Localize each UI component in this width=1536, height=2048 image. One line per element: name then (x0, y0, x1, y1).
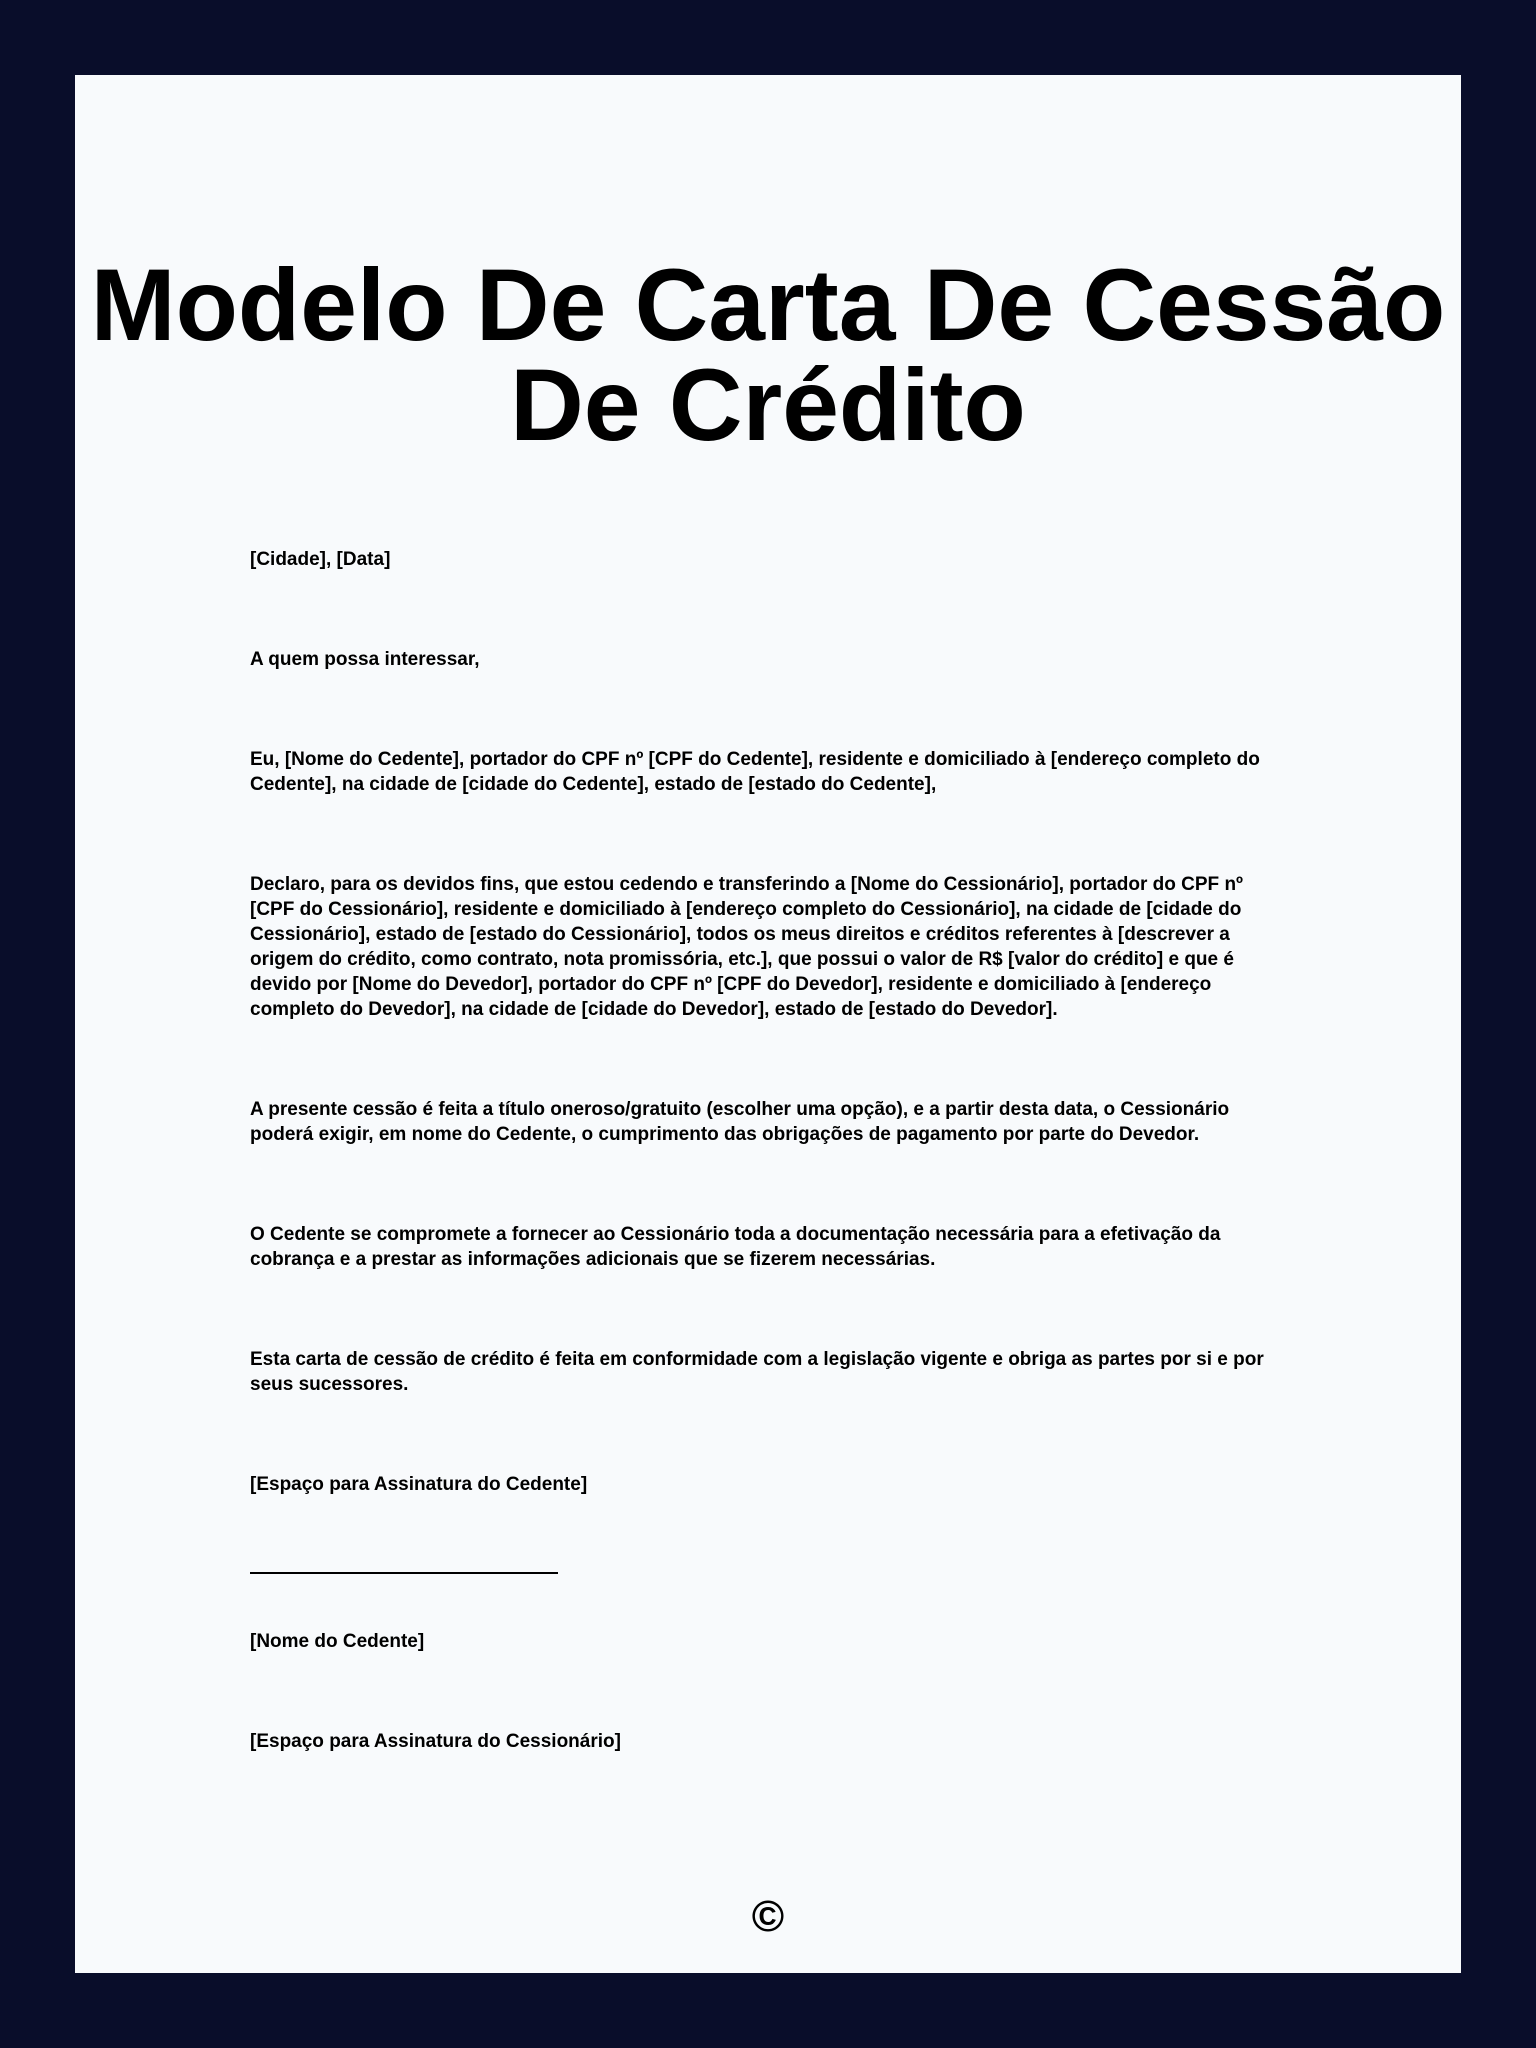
paragraph-declaration: Declaro, para os devidos fins, que estou cedendo e transferindo a [Nome do Cessionário], portador do CPF nº [CPF do Cessionário], residente e domiciliado à [endereço completo do Cessionário], na cidade de [cidade do Cessionário], estado de [estado do Cessionário], todos os meus direitos e créditos referentes à [descrever a origem do crédito, como contrato, nota promissória, etc.], que possui o valor de R$ [valor do crédito] e que é devido por [Nome do Devedor], portador do CPF nº [CPF do Devedor], residente e domiciliado à [endereço completo do Devedor], na cidade de [cidade do Devedor], estado de [estado do Devedor]. (250, 874, 1243, 1020)
salutation: A quem possa interessar, (250, 649, 480, 670)
paragraph-cedente-identification: Eu, [Nome do Cedente], portador do CPF nº [CPF do Cedente], residente e domiciliado à [endereço completo do Cedente], na cidade de [cidade do Cedente], estado de [estado do Cedente], (250, 749, 1260, 795)
document-page (75, 75, 1461, 1973)
paragraph-terms: A presente cessão é feita a título oneroso/gratuito (escolher uma opção), e a partir desta data, o Cessionário poderá exigir, em nome do Cedente, o cumprimento das obrigações de pagamento por parte do Devedor. (250, 1099, 1230, 1145)
cedente-name: [Nome do Cedente] (250, 1631, 425, 1652)
cessionario-signature-space: [Espaço para Assinatura do Cessionário] (250, 1731, 621, 1752)
paragraph-legislation: Esta carta de cessão de crédito é feita em conformidade com a legislação vigente e obriga as partes por si e por seus sucessores. (250, 1349, 1264, 1395)
cedente-signature-space: [Espaço para Assinatura do Cedente] (250, 1474, 588, 1495)
place-date: [Cidade], [Data] (250, 549, 391, 570)
paragraph-documentation: O Cedente se compromete a fornecer ao Cessionário toda a documentação necessária para a efetivação da cobrança e a prestar as informações adicionais que se fizerem necessárias. (250, 1224, 1221, 1270)
document-title: Modelo De Carta De Cessão De Crédito (90, 248, 1446, 462)
copyright-icon: © (751, 1892, 785, 1941)
signature-line (250, 1572, 558, 1574)
letter-body (250, 547, 1280, 1829)
